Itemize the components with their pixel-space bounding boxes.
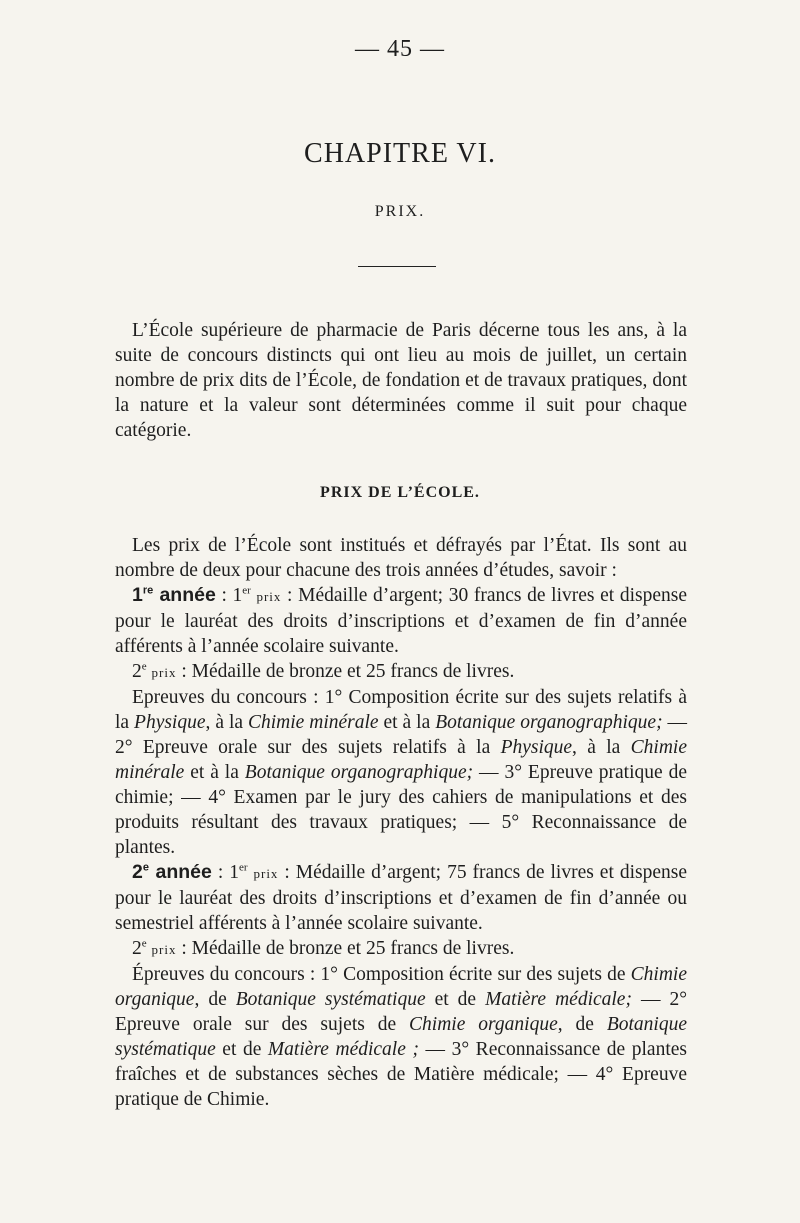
year-label: 2e année: [132, 861, 212, 883]
chapter-title: CHAPITRE VI.: [304, 138, 496, 169]
chapter-subtitle: PRIX.: [374, 203, 426, 220]
year-label: 1re année: [132, 584, 216, 606]
second-year-exams: Épreuves du concours : 1° Composition écrite sur des sujets de Chimie organique, de Botanique systématique et de Matière médicale; — 2° Epreuve orale sur des sujets de Chimie organique, de Botanique systématique et de Matière médicale ; — 3° Reconnaissance de plantes fraîches et de substances sèches de Matière médicale; — 4° Epreuve pratique de Chimie.: [115, 964, 687, 1110]
institution-paragraph: Les prix de l’École sont institués et défrayés par l’État. Ils sont au nombre de deux pour chacune des trois années d’études, savoir :: [115, 535, 687, 581]
intro-paragraph: L’École supérieure de pharmacie de Paris décerne tous les ans, à la suite de concours distincts qui ont lieu au mois de juillet, un certain nombre de prix dits de l’École, de fondation et de travaux pratiques, dont la nature et la valeur sont déterminées comme il suit pour chaque catégorie.: [115, 320, 687, 441]
second-year-first-prize: 2e année : 1er prix : Médaille d’argent; 75 francs de livres et dispense pour le lauréat des droits d’inscriptions et d’examen de fin d’année ou semestriel afférents à l’année scolaire suivante.: [115, 861, 687, 934]
prize-label: prix: [151, 942, 177, 957]
section-title: PRIX DE L’ÉCOLE.: [320, 484, 480, 501]
prize-details: [115, 533, 687, 1112]
prize-label: prix: [253, 866, 279, 881]
second-year-second-prize: 2e prix : Médaille de bronze et 25 francs de livres.: [132, 937, 515, 959]
page-number: — 45 —: [355, 36, 445, 62]
first-year-second-prize: 2e prix : Médaille de bronze et 25 francs de livres.: [132, 660, 515, 682]
separator-rule: [358, 266, 436, 267]
prize-label: prix: [151, 665, 177, 680]
first-year-first-prize: 1re année : 1er prix : Médaille d’argent; 30 francs de livres et dispense pour le lauréat des droits d’inscriptions et d’examen de fin d’année afférents à l’année scolaire suivante.: [115, 584, 687, 657]
prize-label: prix: [256, 589, 282, 604]
intro-section: [115, 318, 687, 443]
first-year-exams: Epreuves du concours : 1° Composition écrite sur des sujets relatifs à la Physique, à la Chimie minérale et à la Botanique organographique; — 2° Epreuve orale sur des sujets relatifs à la Physique, à la Chimie minérale et à la Botanique organographique; — 3° Epreuve pratique de chimie; — 4° Examen par le jury des cahiers de manipulations et des produits résultant des travaux pratiques; — 5° Reconnaissance de plantes.: [115, 687, 688, 858]
